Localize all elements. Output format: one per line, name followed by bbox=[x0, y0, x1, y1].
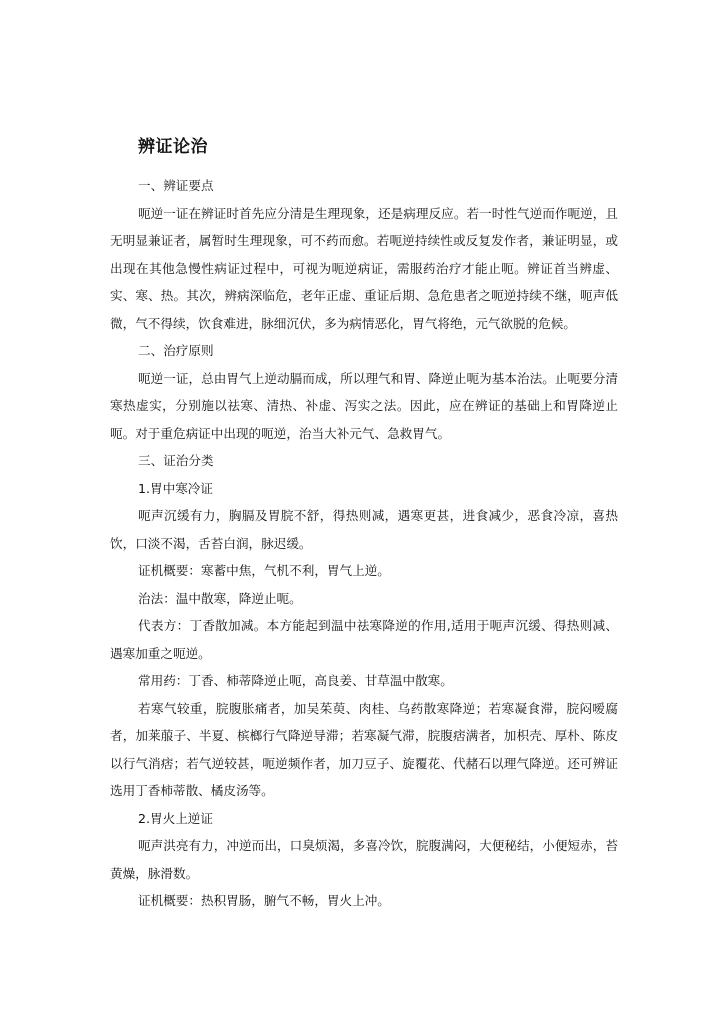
section-heading: 二、治疗原则 bbox=[138, 343, 214, 358]
paragraph: 代表方：丁香散加减。本方能起到温中祛寒降逆的作用,适用于呃声沉缓、得热则减、遇寒加重之呃逆。 bbox=[110, 618, 618, 661]
paragraph: 若寒气较重，脘腹胀痛者，加吴茱萸、肉桂、乌药散寒降逆；若寒凝食滞，脘闷嗳腐者，加莱菔子、半夏、槟榔行气降逆导滞；若寒凝气滞，脘腹痞满者，加枳壳、厚朴、陈皮以行气消痞；若气逆较甚，呃逆频作者，加刀豆子、旋覆花、代赭石以理气降逆。还可辨证选用丁香柿蒂散、橘皮汤等。 bbox=[110, 700, 618, 798]
page-title: 辨证论治 bbox=[138, 137, 208, 157]
paragraph: 呃声沉缓有力，胸膈及胃脘不舒，得热则减，遇寒更甚，进食减少，恶食冷凉，喜热饮，口淡不渴，舌苔白润，脉迟缓。 bbox=[110, 508, 618, 551]
section-heading: 一、辨证要点 bbox=[138, 178, 214, 193]
paragraph: 证机概要：热积胃肠，腑气不畅，胃火上冲。 bbox=[138, 893, 390, 908]
document-body bbox=[110, 172, 618, 915]
paragraph: 治法：温中散寒，降逆止呃。 bbox=[138, 590, 302, 606]
section-heading: 三、证治分类 bbox=[138, 453, 214, 468]
paragraph: 证机概要：寒蓄中焦，气机不利，胃气上逆。 bbox=[138, 563, 390, 578]
subsection-heading: 2.胃火上逆证 bbox=[138, 810, 213, 826]
subsection-heading: 1.胃中寒冷证 bbox=[138, 480, 213, 496]
paragraph: 呃声洪亮有力，冲逆而出，口臭烦渴，多喜冷饮，脘腹满闷，大便秘结，小便短赤，苔黄燥，脉滑数。 bbox=[110, 838, 618, 881]
paragraph: 呃逆一证，总由胃气上逆动膈而成，所以理气和胃、降逆止呃为基本治法。止呃要分清寒热虚实，分别施以祛寒、清热、补虚、泻实之法。因此，应在辨证的基础上和胃降逆止呃。对于重危病证中出现的呃逆，治当大补元气、急救胃气。 bbox=[110, 370, 618, 441]
paragraph: 呃逆一证在辨证时首先应分清是生理现象，还是病理反应。若一时性气逆而作呃逆，且无明显兼证者，属暂时生理现象，可不药而愈。若呃逆持续性或反复发作者，兼证明显，或出现在其他急慢性病证过程中，可视为呃逆病证，需服药治疗才能止呃。辨证首当辨虚、实、寒、热。其次，辨病深临危，老年正虚、重证后期、急危患者之呃逆持续不继，呃声低微，气不得续，饮食难进，脉细沉伏，多为病情恶化，胃气将绝，元气欲脱的危候。 bbox=[110, 205, 618, 331]
paragraph: 常用药：丁香、柿蒂降逆止呃，高良姜、甘草温中散寒。 bbox=[138, 673, 453, 688]
